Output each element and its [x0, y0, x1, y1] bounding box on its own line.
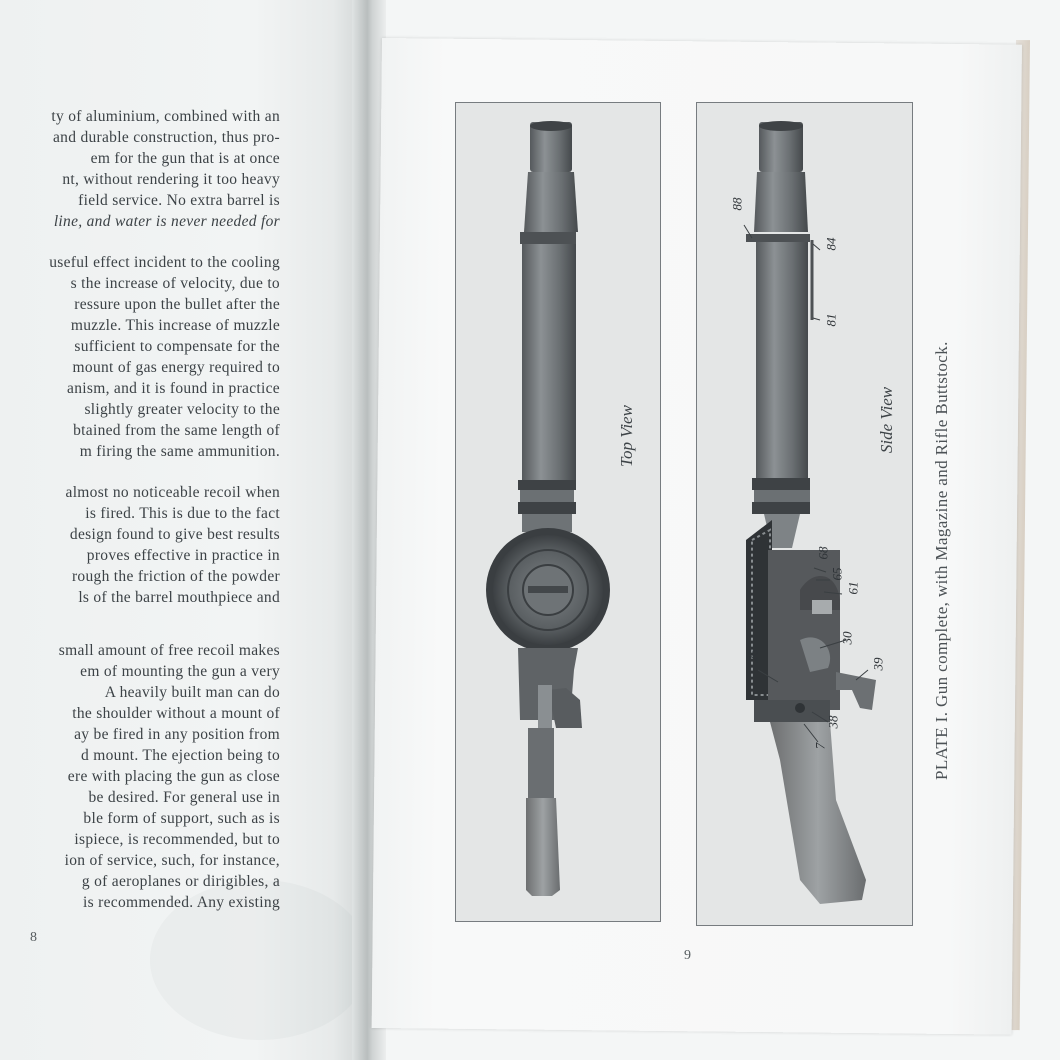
text-line: the shoulder without a mount of [72, 705, 280, 722]
text-line: muzzle. This increase of muzzle [70, 317, 280, 334]
text-line: sufficient to compensate for the [74, 338, 280, 355]
text-line: ls of the barrel mouthpiece and [78, 589, 280, 606]
callout-68: 68 [815, 546, 831, 560]
callout-39: 39 [870, 657, 886, 671]
plate-caption: PLATE I. Gun complete, with Magazine and Rifle Buttstock. [932, 341, 951, 780]
top-view-gun [486, 121, 610, 896]
text-line: slightly greater velocity to the [84, 401, 280, 418]
text-line: btained from the same length of [73, 422, 280, 439]
text-line: ion of service, such, for instance, [64, 852, 280, 869]
callout-61: 61 [845, 581, 861, 595]
text-line: ble form of support, such as is [83, 810, 280, 827]
text-line: nt, without rendering it too heavy [62, 171, 280, 188]
text-line: ay be fired in any position from [74, 726, 280, 743]
text-line: almost no noticeable recoil when [65, 484, 280, 501]
text-line: s the increase of velocity, due to [70, 275, 280, 292]
text-line: rough the friction of the powder [71, 568, 280, 585]
text-line: g of aeroplanes or dirigibles, a [81, 873, 280, 890]
text-line: design found to give best results [69, 526, 280, 543]
text-line: d mount. The ejection being to [81, 747, 280, 764]
top-view-label: Top View [616, 405, 636, 467]
callout-84: 84 [823, 237, 839, 251]
text-line: ressure upon the bullet after the [74, 296, 280, 313]
callout-38: 38 [825, 715, 841, 729]
text-line: is fired. This is due to the fact [85, 505, 280, 522]
text-line: and durable construction, thus pro- [52, 129, 280, 146]
left-page-number: 8 [30, 930, 37, 945]
text-line: em of mounting the gun a very [80, 663, 280, 680]
text-line: is recommended. Any existing [83, 894, 280, 911]
text-line: proves effective in practice in [86, 547, 280, 564]
text-line: mount of gas energy required to [72, 359, 280, 376]
text-line: em for the gun that is at once [90, 150, 280, 167]
text-line: useful effect incident to the cooling [49, 254, 280, 271]
side-view-gun [746, 121, 876, 904]
text-line: ty of aluminium, combined with an [51, 108, 280, 125]
side-view-label: Side View [877, 386, 897, 454]
text-line: A heavily built man can do [104, 684, 280, 701]
callout-81: 81 [823, 313, 839, 327]
callout-88: 88 [729, 197, 745, 211]
text-line: ispiece, is recommended, but to [74, 831, 280, 848]
text-line: anism, and it is found in practice [67, 380, 280, 397]
right-page-number: 9 [684, 948, 691, 963]
text-line: line, and water is never needed for [53, 213, 280, 230]
text-line: ere with placing the gun as close [67, 768, 280, 785]
callout-26: 26 [745, 649, 761, 663]
callout-7: 7 [812, 742, 828, 750]
callout-65: 65 [829, 567, 845, 581]
text-line: field service. No extra barrel is [78, 192, 280, 209]
text-line: be desired. For general use in [88, 789, 280, 806]
callout-30: 30 [839, 631, 855, 645]
text-line: small amount of free recoil makes [58, 642, 280, 659]
text-line: m firing the same ammunition. [79, 443, 280, 460]
